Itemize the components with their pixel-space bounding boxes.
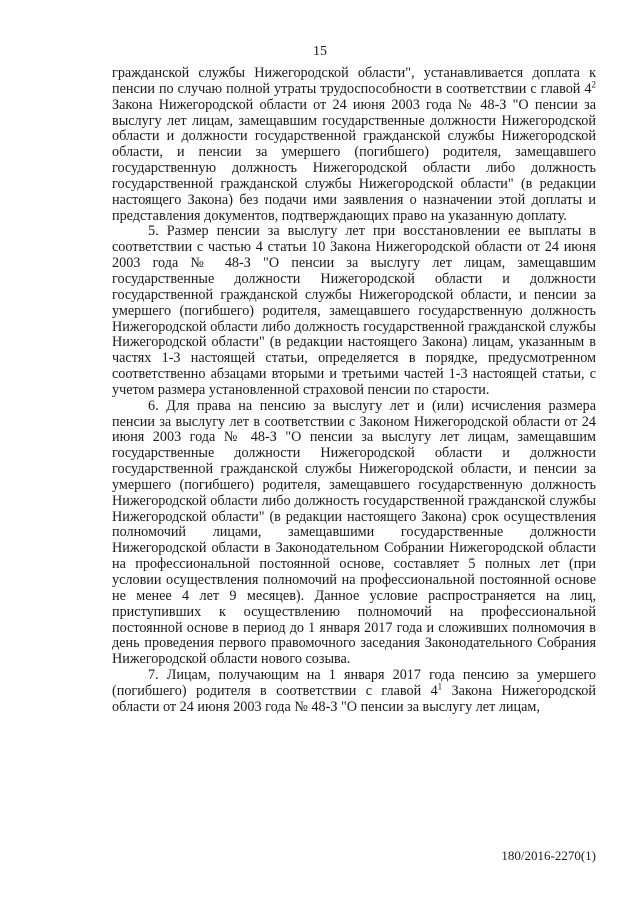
paragraph-5: 5. Размер пенсии за выслугу лет при восстановлении ее выплаты в соответствии с частью 4 статьи 10 Закона Нижегородской области от 24 июня 2003 года № 48-З "О пенсии за выслугу лет лицам, замещавшим государственные должности Нижегородской области и должности государственной гражданской службы Нижегородской области, и пенсии за умершего (погибшего) родителя, замещавшего государственную должность Нижегородской области либо должность государственной гражданской службы Нижегородской области" (в редакции настоящего Закона) лицам, указанным в частях 1-3 настоящей статьи, определяется в порядке, предусмотренном соответственно абзацами вторыми и третьими частей 1-3 настоящей статьи, с учетом размера установленной страховой пенсии по старости. <box>112 223 596 398</box>
document-code: 180/2016-2270(1) <box>501 848 596 863</box>
paragraph-7 <box>112 668 596 716</box>
paragraph-text: Закона Нижегородской области от 24 июня 2003 года № 48-З "О пенсии за выслугу лет лицам, <box>112 682 596 715</box>
paragraph-6: 6. Для права на пенсию за выслугу лет и (или) исчисления размера пенсии за выслугу лет в соответствии с Законом Нижегородской области от 24 июня 2003 года № 48-З "О пенсии за выслугу лет лицам, замещавшим государственные должности Нижегородской области и должности государственной гражданской службы Нижегородской области, и пенсии за умершего (погибшего) родителя, замещавшего государственную должность Нижегородской области либо должность государственной гражданской службы Нижегородской области" (в редакции настоящего Закона) срок осуществления полномочий лицами, замещавшими государственные должности Нижегородской области в Законодательном Собрании Нижегородской области на профессиональной постоянной основе, составляет 5 полных лет (при условии осуществления полномочий на профессиональной постоянной основе не менее 4 лет 9 месяцев). Данное условие распространяется на лиц, приступивших к осуществлению полномочий на профессиональной постоянной основе в период до 1 января 2017 года и сложивших полномочия в день проведения первого правомочного заседания Законодательного Собрания Нижегородской области нового созыва. <box>112 397 596 668</box>
paragraph-text: гражданской службы Нижегородской области", устанавливается доплата к пенсии по случаю полной утраты трудоспособности в соответствии с главой 4 <box>112 65 596 97</box>
page-number: 15 <box>313 44 327 59</box>
paragraph-continued <box>112 66 596 224</box>
chapter-superscript: 2 <box>591 79 596 90</box>
paragraph-text: 7. Лицам, получающим на 1 января 2017 года пенсию за умершего (погибшего) родителя в соответствии с главой 4 <box>112 667 596 699</box>
paragraph-text: Закона Нижегородской области от 24 июня 2003 года № 48-З "О пенсии за выслугу лет лицам, замещавшим государственные должности Нижегородской области и должности государственной гражданской службы Нижегородской области, и пенсии за умершего (погибшего) родителя, замещавшего государственную должность Нижегородской области либо должность государственной гражданской службы Нижегородской области" (в редакции настоящего Закона) без подачи ими заявления о назначении этой доплаты и представления документов, подтверждающих право на указанную доплату. <box>112 96 596 224</box>
document-body <box>112 66 596 716</box>
chapter-superscript: 1 <box>437 681 443 692</box>
